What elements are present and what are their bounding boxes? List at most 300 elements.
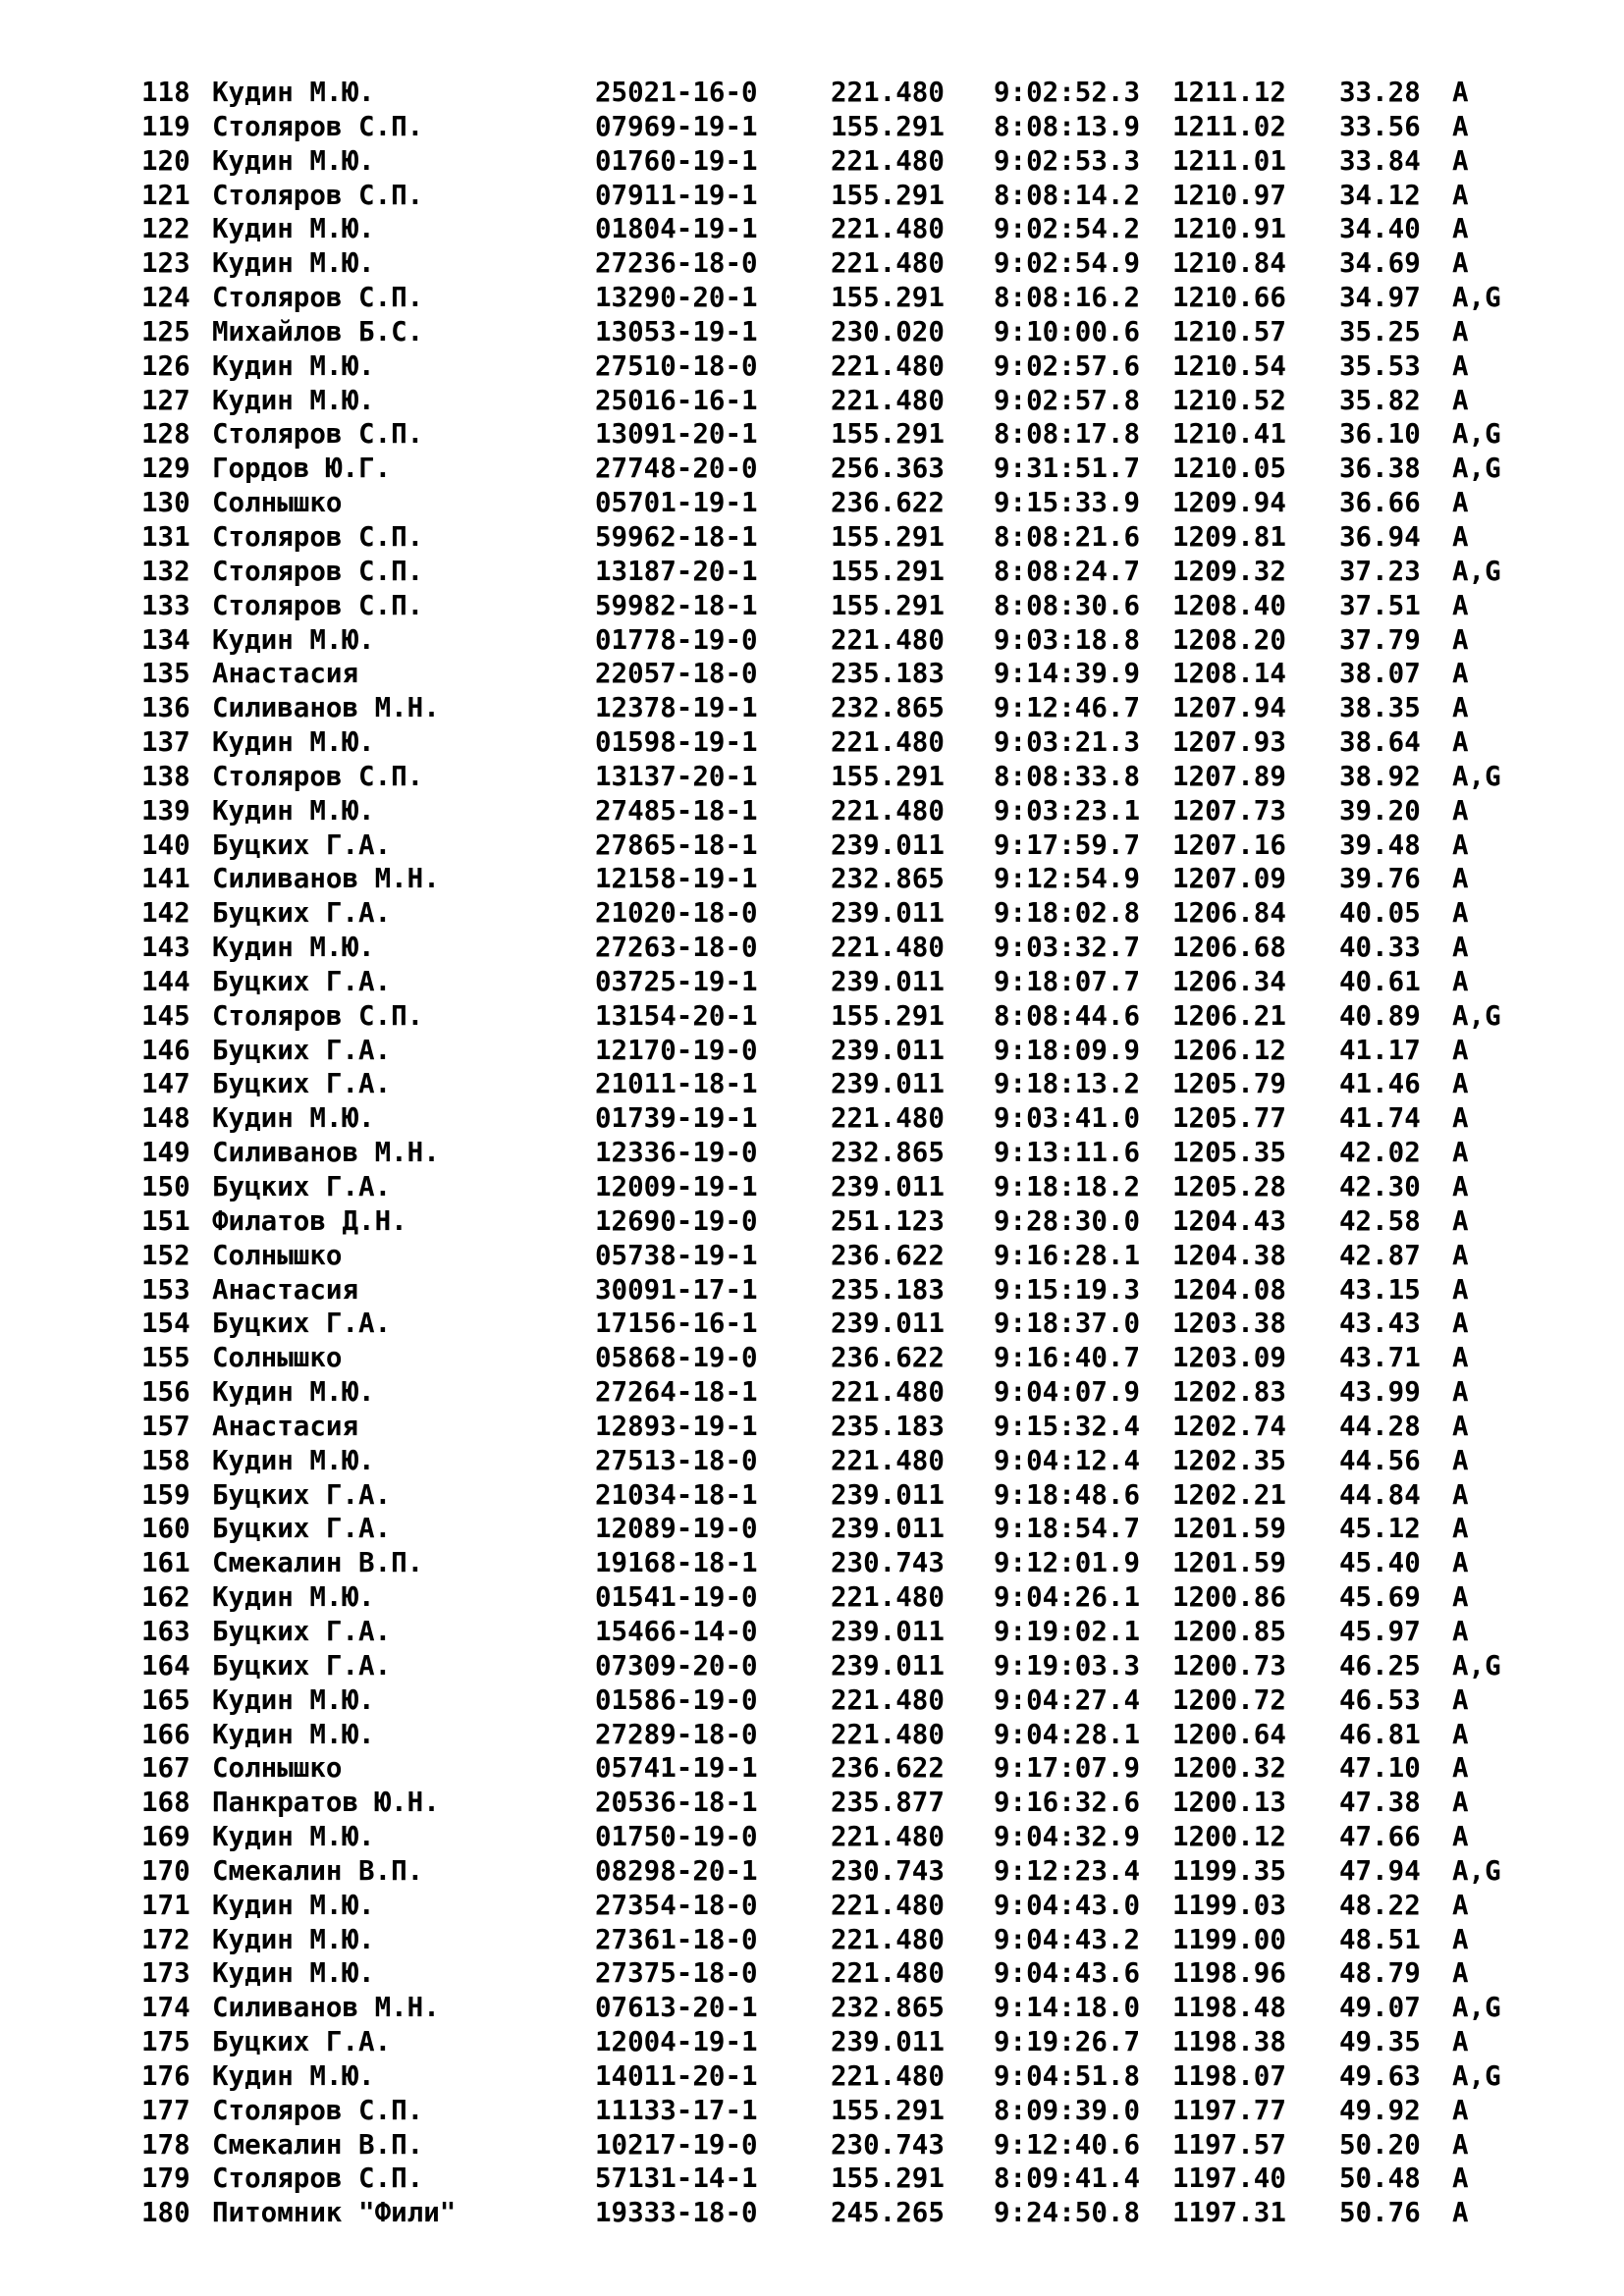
table-row — [141, 2162, 1521, 2196]
table-row — [141, 1204, 1521, 1239]
distance-cell: 221.480 — [831, 1957, 945, 1990]
coefficient-cell: 40.33 — [1339, 932, 1421, 964]
table-row — [141, 931, 1521, 965]
speed-cell: 1210.84 — [1172, 247, 1286, 280]
distance-cell: 155.291 — [831, 555, 945, 587]
distance-cell: 256.363 — [831, 453, 945, 485]
table-row — [141, 1649, 1521, 1683]
ring-number-cell: 17156-16-1 — [595, 1308, 758, 1340]
rank-cell: 156 — [141, 1376, 190, 1409]
arrival-time-cell: 9:02:57.6 — [994, 349, 1141, 382]
owner-cell: Буцких Г.А. — [212, 2026, 392, 2058]
coefficient-cell: 36.10 — [1339, 418, 1421, 451]
coefficient-cell: 33.84 — [1339, 144, 1421, 177]
table-row — [141, 589, 1521, 623]
owner-cell: Кудин М.Ю. — [212, 794, 375, 827]
distance-cell: 221.480 — [831, 1923, 945, 1955]
distance-cell: 221.480 — [831, 1683, 945, 1716]
speed-cell: 1208.40 — [1172, 589, 1286, 621]
rank-cell: 157 — [141, 1410, 190, 1442]
rank-cell: 155 — [141, 1342, 190, 1374]
owner-cell: Столяров С.П. — [212, 110, 424, 142]
coefficient-cell: 47.66 — [1339, 1821, 1421, 1853]
speed-cell: 1210.05 — [1172, 453, 1286, 485]
rank-cell: 173 — [141, 1957, 190, 1990]
owner-cell: Буцких Г.А. — [212, 1649, 392, 1682]
owner-cell: Филатов Д.Н. — [212, 1204, 407, 1237]
distance-cell: 155.291 — [831, 2094, 945, 2126]
ring-number-cell: 07309-20-0 — [595, 1649, 758, 1682]
rank-cell: 162 — [141, 1581, 190, 1614]
distance-cell: 239.011 — [831, 1034, 945, 1066]
flags-cell: A,G — [1452, 2059, 1501, 2092]
arrival-time-cell: 9:04:07.9 — [994, 1376, 1141, 1409]
table-row — [141, 862, 1521, 896]
ring-number-cell: 20536-18-1 — [595, 1787, 758, 1819]
arrival-time-cell: 8:08:16.2 — [994, 282, 1141, 314]
arrival-time-cell: 9:17:59.7 — [994, 828, 1141, 861]
rank-cell: 121 — [141, 179, 190, 211]
coefficient-cell: 41.74 — [1339, 1102, 1421, 1135]
owner-cell: Панкратов Ю.Н. — [212, 1787, 440, 1819]
coefficient-cell: 39.76 — [1339, 863, 1421, 895]
distance-cell: 221.480 — [831, 623, 945, 656]
coefficient-cell: 50.20 — [1339, 2128, 1421, 2161]
ring-number-cell: 27289-18-0 — [595, 1718, 758, 1750]
arrival-time-cell: 9:03:23.1 — [994, 794, 1141, 827]
arrival-time-cell: 9:04:26.1 — [994, 1581, 1141, 1614]
flags-cell: A,G — [1452, 453, 1501, 485]
owner-cell: Столяров С.П. — [212, 282, 424, 314]
table-row — [141, 691, 1521, 725]
speed-cell: 1205.79 — [1172, 1068, 1286, 1100]
table-row — [141, 555, 1521, 589]
speed-cell: 1200.13 — [1172, 1787, 1286, 1819]
ring-number-cell: 12336-19-0 — [595, 1137, 758, 1169]
speed-cell: 1200.73 — [1172, 1649, 1286, 1682]
coefficient-cell: 35.82 — [1339, 384, 1421, 416]
arrival-time-cell: 9:16:32.6 — [994, 1787, 1141, 1819]
ring-number-cell: 12089-19-0 — [595, 1513, 758, 1545]
arrival-time-cell: 9:04:27.4 — [994, 1683, 1141, 1716]
arrival-time-cell: 9:14:18.0 — [994, 1992, 1141, 2024]
ring-number-cell: 01760-19-1 — [595, 144, 758, 177]
owner-cell: Кудин М.Ю. — [212, 1889, 375, 1921]
flags-cell: A — [1452, 2197, 1469, 2229]
rank-cell: 152 — [141, 1239, 190, 1271]
speed-cell: 1210.54 — [1172, 349, 1286, 382]
speed-cell: 1210.52 — [1172, 384, 1286, 416]
coefficient-cell: 48.22 — [1339, 1889, 1421, 1921]
speed-cell: 1203.38 — [1172, 1308, 1286, 1340]
arrival-time-cell: 9:19:02.1 — [994, 1615, 1141, 1647]
arrival-time-cell: 9:15:19.3 — [994, 1273, 1141, 1306]
table-row — [141, 2196, 1521, 2230]
flags-cell: A,G — [1452, 555, 1501, 587]
speed-cell: 1207.16 — [1172, 828, 1286, 861]
rank-cell: 158 — [141, 1444, 190, 1476]
owner-cell: Кудин М.Ю. — [212, 213, 375, 245]
distance-cell: 221.480 — [831, 77, 945, 108]
speed-cell: 1207.93 — [1172, 726, 1286, 759]
distance-cell: 230.020 — [831, 315, 945, 347]
owner-cell: Буцких Г.А. — [212, 1308, 392, 1340]
flags-cell: A — [1452, 1137, 1469, 1169]
flags-cell: A — [1452, 1444, 1469, 1476]
arrival-time-cell: 9:15:32.4 — [994, 1410, 1141, 1442]
owner-cell: Силиванов М.Н. — [212, 863, 440, 895]
ring-number-cell: 13053-19-1 — [595, 315, 758, 347]
arrival-time-cell: 9:28:30.0 — [994, 1204, 1141, 1237]
flags-cell: A — [1452, 1718, 1469, 1750]
distance-cell: 155.291 — [831, 110, 945, 142]
distance-cell: 239.011 — [831, 1478, 945, 1511]
owner-cell: Буцких Г.А. — [212, 1615, 392, 1647]
rank-cell: 139 — [141, 794, 190, 827]
coefficient-cell: 50.76 — [1339, 2197, 1421, 2229]
ring-number-cell: 13091-20-1 — [595, 418, 758, 451]
coefficient-cell: 36.94 — [1339, 520, 1421, 553]
flags-cell: A — [1452, 1273, 1469, 1306]
flags-cell: A — [1452, 1923, 1469, 1955]
speed-cell: 1202.74 — [1172, 1410, 1286, 1442]
coefficient-cell: 46.25 — [1339, 1649, 1421, 1682]
rank-cell: 163 — [141, 1615, 190, 1647]
owner-cell: Силиванов М.Н. — [212, 1992, 440, 2024]
flags-cell: A — [1452, 692, 1469, 724]
arrival-time-cell: 9:16:40.7 — [994, 1342, 1141, 1374]
arrival-time-cell: 8:09:41.4 — [994, 2163, 1141, 2195]
speed-cell: 1209.94 — [1172, 487, 1286, 519]
owner-cell: Гордов Ю.Г. — [212, 453, 392, 485]
distance-cell: 239.011 — [831, 828, 945, 861]
flags-cell: A — [1452, 726, 1469, 759]
ring-number-cell: 30091-17-1 — [595, 1273, 758, 1306]
owner-cell: Силиванов М.Н. — [212, 692, 440, 724]
table-row — [141, 657, 1521, 691]
ring-number-cell: 01778-19-0 — [595, 623, 758, 656]
flags-cell: A,G — [1452, 1992, 1501, 2024]
rank-cell: 126 — [141, 349, 190, 382]
flags-cell: A — [1452, 1478, 1469, 1511]
rank-cell: 130 — [141, 487, 190, 519]
speed-cell: 1206.34 — [1172, 965, 1286, 997]
speed-cell: 1200.64 — [1172, 1718, 1286, 1750]
arrival-time-cell: 9:04:12.4 — [994, 1444, 1141, 1476]
table-row — [141, 212, 1521, 246]
ring-number-cell: 08298-20-1 — [595, 1854, 758, 1887]
owner-cell: Буцких Г.А. — [212, 1513, 392, 1545]
flags-cell: A — [1452, 1239, 1469, 1271]
arrival-time-cell: 8:08:13.9 — [994, 110, 1141, 142]
table-row — [141, 1580, 1521, 1615]
arrival-time-cell: 9:12:54.9 — [994, 863, 1141, 895]
owner-cell: Кудин М.Ю. — [212, 144, 375, 177]
ring-number-cell: 10217-19-0 — [595, 2128, 758, 2161]
owner-cell: Смекалин В.П. — [212, 1854, 424, 1887]
coefficient-cell: 41.17 — [1339, 1034, 1421, 1066]
arrival-time-cell: 9:04:43.6 — [994, 1957, 1141, 1990]
speed-cell: 1210.91 — [1172, 213, 1286, 245]
rank-cell: 125 — [141, 315, 190, 347]
ring-number-cell: 12690-19-0 — [595, 1204, 758, 1237]
rank-cell: 131 — [141, 520, 190, 553]
distance-cell: 221.480 — [831, 726, 945, 759]
flags-cell: A — [1452, 1034, 1469, 1066]
speed-cell: 1206.12 — [1172, 1034, 1286, 1066]
coefficient-cell: 46.53 — [1339, 1683, 1421, 1716]
speed-cell: 1208.14 — [1172, 658, 1286, 690]
table-row — [141, 1375, 1521, 1410]
coefficient-cell: 38.35 — [1339, 692, 1421, 724]
flags-cell: A — [1452, 384, 1469, 416]
speed-cell: 1197.40 — [1172, 2163, 1286, 2195]
rank-cell: 167 — [141, 1752, 190, 1785]
table-row — [141, 486, 1521, 520]
speed-cell: 1201.59 — [1172, 1513, 1286, 1545]
rank-cell: 140 — [141, 828, 190, 861]
distance-cell: 155.291 — [831, 760, 945, 792]
rank-cell: 171 — [141, 1889, 190, 1921]
table-row — [141, 1854, 1521, 1889]
coefficient-cell: 47.38 — [1339, 1787, 1421, 1819]
coefficient-cell: 46.81 — [1339, 1718, 1421, 1750]
rank-cell: 136 — [141, 692, 190, 724]
speed-cell: 1200.85 — [1172, 1615, 1286, 1647]
table-row — [141, 110, 1521, 144]
speed-cell: 1198.96 — [1172, 1957, 1286, 1990]
distance-cell: 236.622 — [831, 1239, 945, 1271]
ring-number-cell: 27236-18-0 — [595, 247, 758, 280]
ring-number-cell: 13154-20-1 — [595, 999, 758, 1032]
flags-cell: A — [1452, 658, 1469, 690]
speed-cell: 1210.97 — [1172, 179, 1286, 211]
flags-cell: A — [1452, 315, 1469, 347]
coefficient-cell: 34.12 — [1339, 179, 1421, 211]
rank-cell: 175 — [141, 2026, 190, 2058]
coefficient-cell: 34.97 — [1339, 282, 1421, 314]
flags-cell: A — [1452, 1204, 1469, 1237]
distance-cell: 221.480 — [831, 1889, 945, 1921]
speed-cell: 1197.31 — [1172, 2197, 1286, 2229]
distance-cell: 155.291 — [831, 2163, 945, 2195]
flags-cell: A — [1452, 2026, 1469, 2058]
ring-number-cell: 11133-17-1 — [595, 2094, 758, 2126]
ring-number-cell: 12004-19-1 — [595, 2026, 758, 2058]
speed-cell: 1203.09 — [1172, 1342, 1286, 1374]
distance-cell: 221.480 — [831, 1444, 945, 1476]
distance-cell: 235.183 — [831, 658, 945, 690]
flags-cell: A,G — [1452, 1649, 1501, 1682]
ring-number-cell: 59982-18-1 — [595, 589, 758, 621]
table-row — [141, 1444, 1521, 1478]
speed-cell: 1210.66 — [1172, 282, 1286, 314]
coefficient-cell: 45.12 — [1339, 1513, 1421, 1545]
distance-cell: 239.011 — [831, 965, 945, 997]
owner-cell: Кудин М.Ю. — [212, 1821, 375, 1853]
speed-cell: 1200.72 — [1172, 1683, 1286, 1716]
distance-cell: 235.183 — [831, 1273, 945, 1306]
owner-cell: Кудин М.Ю. — [212, 1102, 375, 1135]
distance-cell: 155.291 — [831, 589, 945, 621]
table-row — [141, 1170, 1521, 1204]
ring-number-cell: 27361-18-0 — [595, 1923, 758, 1955]
owner-cell: Столяров С.П. — [212, 2163, 424, 2195]
distance-cell: 235.183 — [831, 1410, 945, 1442]
ring-number-cell: 19168-18-1 — [595, 1547, 758, 1579]
table-row — [141, 1341, 1521, 1375]
table-row — [141, 1923, 1521, 1957]
table-row — [141, 1546, 1521, 1580]
arrival-time-cell: 9:14:39.9 — [994, 658, 1141, 690]
arrival-time-cell: 9:18:02.8 — [994, 897, 1141, 930]
speed-cell: 1209.32 — [1172, 555, 1286, 587]
speed-cell: 1207.73 — [1172, 794, 1286, 827]
owner-cell: Кудин М.Ю. — [212, 77, 375, 108]
owner-cell: Силиванов М.Н. — [212, 1137, 440, 1169]
table-row — [141, 1991, 1521, 2025]
rank-cell: 147 — [141, 1068, 190, 1100]
arrival-time-cell: 9:18:54.7 — [994, 1513, 1141, 1545]
owner-cell: Смекалин В.П. — [212, 2128, 424, 2161]
rank-cell: 151 — [141, 1204, 190, 1237]
flags-cell: A — [1452, 1581, 1469, 1614]
owner-cell: Анастасия — [212, 658, 359, 690]
distance-cell: 230.743 — [831, 1854, 945, 1887]
distance-cell: 155.291 — [831, 999, 945, 1032]
table-row — [141, 2094, 1521, 2128]
owner-cell: Кудин М.Ю. — [212, 384, 375, 416]
flags-cell: A — [1452, 179, 1469, 211]
coefficient-cell: 45.40 — [1339, 1547, 1421, 1579]
rank-cell: 154 — [141, 1308, 190, 1340]
distance-cell: 221.480 — [831, 794, 945, 827]
coefficient-cell: 43.15 — [1339, 1273, 1421, 1306]
arrival-time-cell: 9:18:07.7 — [994, 965, 1141, 997]
coefficient-cell: 43.43 — [1339, 1308, 1421, 1340]
coefficient-cell: 47.10 — [1339, 1752, 1421, 1785]
table-row — [141, 999, 1521, 1034]
distance-cell: 245.265 — [831, 2197, 945, 2229]
distance-cell: 221.480 — [831, 932, 945, 964]
owner-cell: Кудин М.Ю. — [212, 1923, 375, 1955]
arrival-time-cell: 9:15:33.9 — [994, 487, 1141, 519]
arrival-time-cell: 9:18:48.6 — [994, 1478, 1141, 1511]
owner-cell: Буцких Г.А. — [212, 1478, 392, 1511]
ring-number-cell: 01739-19-1 — [595, 1102, 758, 1135]
arrival-time-cell: 9:03:21.3 — [994, 726, 1141, 759]
table-row — [141, 1034, 1521, 1068]
ring-number-cell: 27354-18-0 — [595, 1889, 758, 1921]
rank-cell: 148 — [141, 1102, 190, 1135]
owner-cell: Столяров С.П. — [212, 418, 424, 451]
speed-cell: 1198.07 — [1172, 2059, 1286, 2092]
ring-number-cell: 07911-19-1 — [595, 179, 758, 211]
ring-number-cell: 21034-18-1 — [595, 1478, 758, 1511]
ring-number-cell: 05741-19-1 — [595, 1752, 758, 1785]
owner-cell: Буцких Г.А. — [212, 1034, 392, 1066]
speed-cell: 1210.41 — [1172, 418, 1286, 451]
flags-cell: A — [1452, 1683, 1469, 1716]
ring-number-cell: 59962-18-1 — [595, 520, 758, 553]
ring-number-cell: 19333-18-0 — [595, 2197, 758, 2229]
distance-cell: 230.743 — [831, 2128, 945, 2161]
ring-number-cell: 05701-19-1 — [595, 487, 758, 519]
owner-cell: Столяров С.П. — [212, 999, 424, 1032]
flags-cell: A — [1452, 247, 1469, 280]
table-row — [141, 965, 1521, 999]
rank-cell: 176 — [141, 2059, 190, 2092]
speed-cell: 1211.01 — [1172, 144, 1286, 177]
flags-cell: A — [1452, 2163, 1469, 2195]
coefficient-cell: 43.99 — [1339, 1376, 1421, 1409]
owner-cell: Кудин М.Ю. — [212, 623, 375, 656]
arrival-time-cell: 9:02:52.3 — [994, 77, 1141, 108]
arrival-time-cell: 8:09:39.0 — [994, 2094, 1141, 2126]
coefficient-cell: 49.07 — [1339, 1992, 1421, 2024]
coefficient-cell: 41.46 — [1339, 1068, 1421, 1100]
flags-cell: A — [1452, 863, 1469, 895]
arrival-time-cell: 9:10:00.6 — [994, 315, 1141, 347]
arrival-time-cell: 9:04:28.1 — [994, 1718, 1141, 1750]
speed-cell: 1202.21 — [1172, 1478, 1286, 1511]
coefficient-cell: 38.64 — [1339, 726, 1421, 759]
owner-cell: Буцких Г.А. — [212, 965, 392, 997]
rank-cell: 174 — [141, 1992, 190, 2024]
distance-cell: 232.865 — [831, 1137, 945, 1169]
rank-cell: 119 — [141, 110, 190, 142]
speed-cell: 1204.38 — [1172, 1239, 1286, 1271]
arrival-time-cell: 9:12:46.7 — [994, 692, 1141, 724]
table-row — [141, 1786, 1521, 1820]
flags-cell: A — [1452, 110, 1469, 142]
coefficient-cell: 36.66 — [1339, 487, 1421, 519]
speed-cell: 1205.35 — [1172, 1137, 1286, 1169]
distance-cell: 236.622 — [831, 1752, 945, 1785]
owner-cell: Буцких Г.А. — [212, 897, 392, 930]
ring-number-cell: 07613-20-1 — [595, 1992, 758, 2024]
owner-cell: Анастасия — [212, 1273, 359, 1306]
distance-cell: 221.480 — [831, 213, 945, 245]
ring-number-cell: 14011-20-1 — [595, 2059, 758, 2092]
ring-number-cell: 25021-16-0 — [595, 77, 758, 108]
distance-cell: 221.480 — [831, 1581, 945, 1614]
table-row — [141, 896, 1521, 931]
owner-cell: Столяров С.П. — [212, 520, 424, 553]
ring-number-cell: 12170-19-0 — [595, 1034, 758, 1066]
arrival-time-cell: 9:02:54.2 — [994, 213, 1141, 245]
coefficient-cell: 34.40 — [1339, 213, 1421, 245]
speed-cell: 1210.57 — [1172, 315, 1286, 347]
speed-cell: 1211.12 — [1172, 77, 1286, 108]
flags-cell: A — [1452, 1068, 1469, 1100]
speed-cell: 1207.94 — [1172, 692, 1286, 724]
table-row — [141, 2025, 1521, 2059]
table-row — [141, 725, 1521, 760]
table-row — [141, 1239, 1521, 1273]
rank-cell: 153 — [141, 1273, 190, 1306]
table-row — [141, 1615, 1521, 1649]
owner-cell: Столяров С.П. — [212, 555, 424, 587]
ring-number-cell: 01804-19-1 — [595, 213, 758, 245]
rank-cell: 150 — [141, 1171, 190, 1202]
rank-cell: 180 — [141, 2197, 190, 2229]
table-row — [141, 1478, 1521, 1513]
coefficient-cell: 40.61 — [1339, 965, 1421, 997]
rank-cell: 141 — [141, 863, 190, 895]
arrival-time-cell: 9:02:54.9 — [994, 247, 1141, 280]
owner-cell: Столяров С.П. — [212, 2094, 424, 2126]
